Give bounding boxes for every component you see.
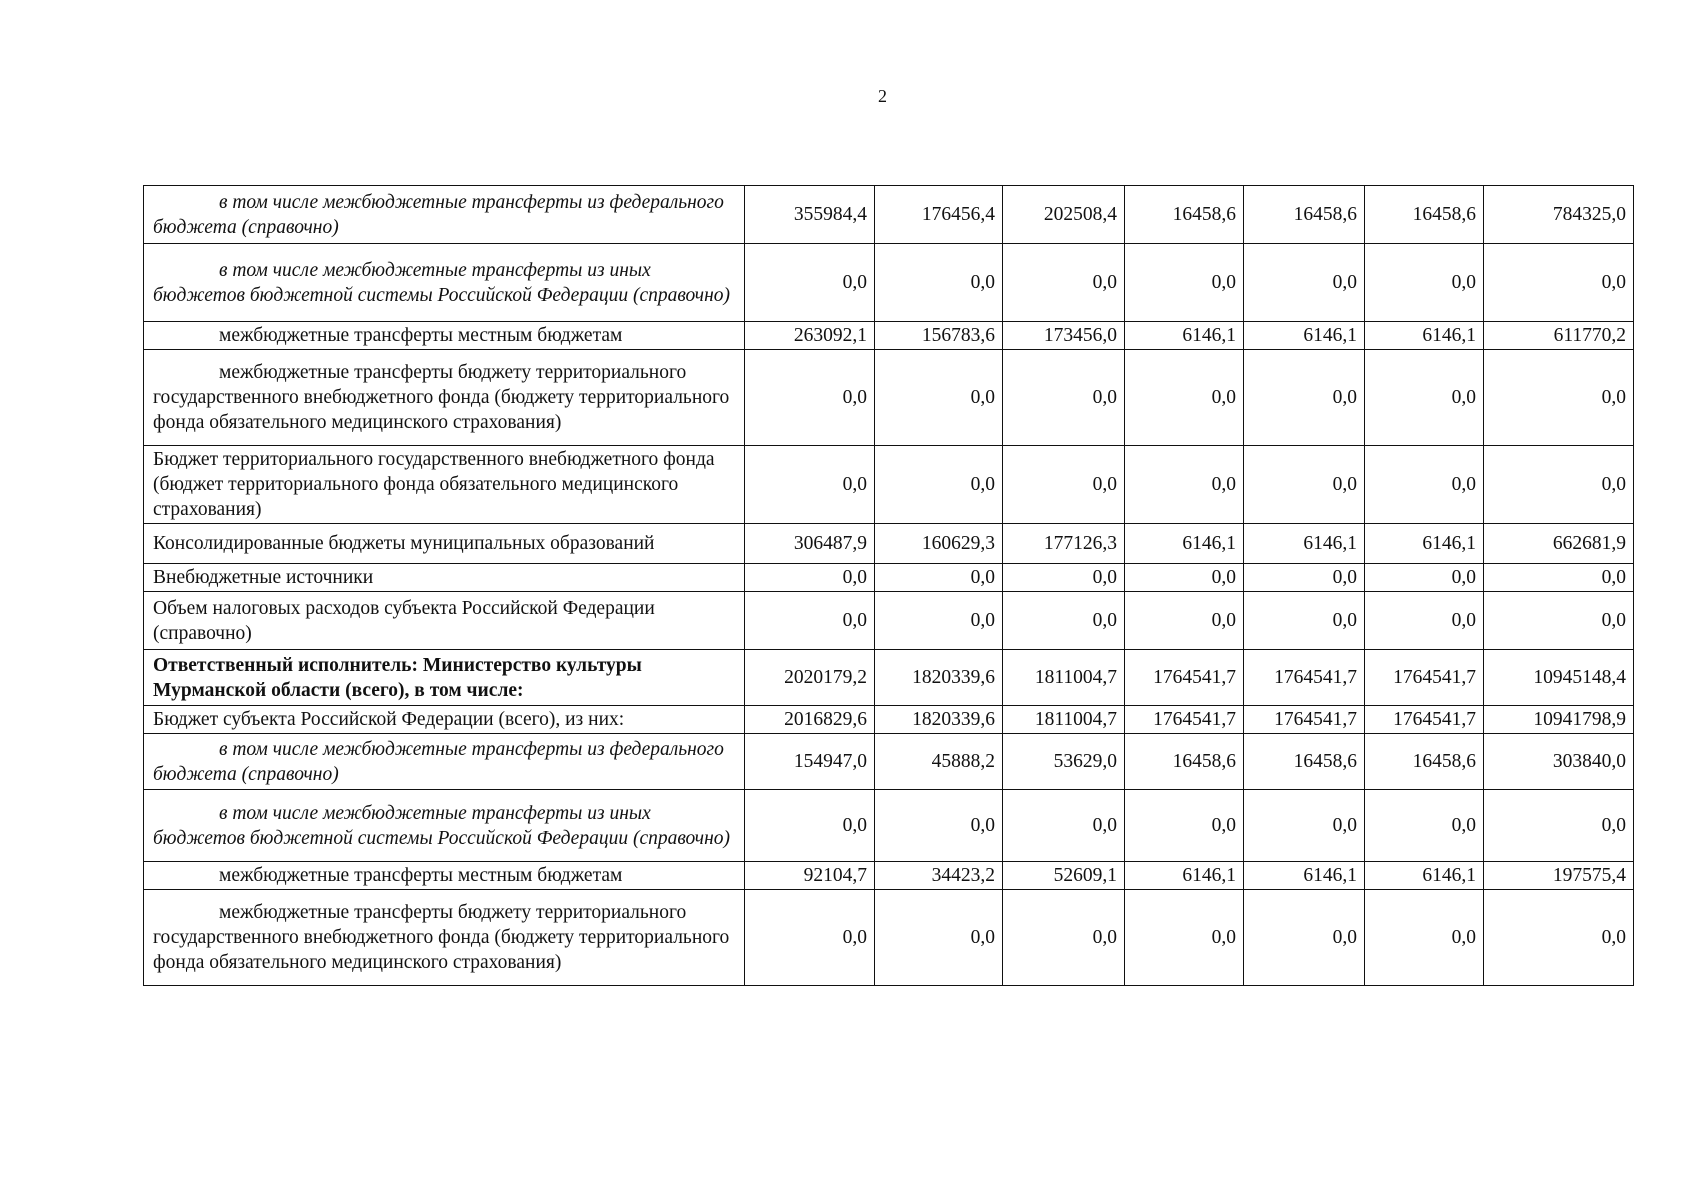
budget-table	[143, 185, 1634, 986]
value-cell: 0,0	[875, 790, 1003, 862]
value-cell: 784325,0	[1484, 186, 1634, 244]
value-cell: 0,0	[1484, 446, 1634, 524]
page-number: 2	[878, 86, 887, 106]
row-label: Ответственный исполнитель: Министерство культуры Мурманской области (всего), в том числе:	[144, 650, 745, 706]
table-row	[144, 650, 1634, 706]
value-cell: 0,0	[1125, 592, 1244, 650]
table-row	[144, 244, 1634, 322]
value-cell: 0,0	[875, 446, 1003, 524]
row-label: межбюджетные трансферты бюджету территориального государственного внебюджетного фонда (бюджету территориального фонда обязательного медицинского страхования)	[144, 890, 745, 986]
row-label: межбюджетные трансферты бюджету территориального государственного внебюджетного фонда (бюджету территориального фонда обязательного медицинского страхования)	[144, 350, 745, 446]
value-cell: 1764541,7	[1365, 706, 1484, 734]
row-label: межбюджетные трансферты местным бюджетам	[144, 322, 745, 350]
value-cell: 202508,4	[1003, 186, 1125, 244]
value-cell: 0,0	[745, 890, 875, 986]
value-cell: 0,0	[1484, 890, 1634, 986]
table-row	[144, 862, 1634, 890]
value-cell: 6146,1	[1125, 862, 1244, 890]
value-cell: 0,0	[875, 592, 1003, 650]
value-cell: 6146,1	[1244, 524, 1365, 564]
value-cell: 0,0	[1003, 790, 1125, 862]
value-cell: 306487,9	[745, 524, 875, 564]
value-cell: 6146,1	[1244, 322, 1365, 350]
value-cell: 16458,6	[1365, 186, 1484, 244]
value-cell: 0,0	[1484, 564, 1634, 592]
value-cell: 0,0	[1003, 890, 1125, 986]
value-cell: 0,0	[1365, 446, 1484, 524]
value-cell: 1764541,7	[1244, 650, 1365, 706]
value-cell: 6146,1	[1125, 524, 1244, 564]
value-cell: 1820339,6	[875, 650, 1003, 706]
value-cell: 0,0	[1125, 890, 1244, 986]
row-label: в том числе межбюджетные трансферты из федерального бюджета (справочно)	[144, 186, 745, 244]
value-cell: 6146,1	[1244, 862, 1365, 890]
value-cell: 0,0	[745, 446, 875, 524]
value-cell: 92104,7	[745, 862, 875, 890]
value-cell: 0,0	[1484, 592, 1634, 650]
value-cell: 0,0	[1244, 564, 1365, 592]
value-cell: 0,0	[875, 564, 1003, 592]
table-row	[144, 890, 1634, 986]
value-cell: 662681,9	[1484, 524, 1634, 564]
row-label: Бюджет территориального государственного внебюджетного фонда (бюджет территориального фонда обязательного медицинского страхования)	[144, 446, 745, 524]
value-cell: 0,0	[1003, 564, 1125, 592]
value-cell: 1764541,7	[1365, 650, 1484, 706]
value-cell: 0,0	[1244, 592, 1365, 650]
value-cell: 16458,6	[1125, 186, 1244, 244]
value-cell: 45888,2	[875, 734, 1003, 790]
value-cell: 0,0	[1125, 446, 1244, 524]
value-cell: 0,0	[1244, 890, 1365, 986]
value-cell: 0,0	[745, 592, 875, 650]
value-cell: 0,0	[1125, 244, 1244, 322]
value-cell: 0,0	[875, 244, 1003, 322]
table-row	[144, 350, 1634, 446]
value-cell: 0,0	[745, 350, 875, 446]
row-label: в том числе межбюджетные трансферты из иных бюджетов бюджетной системы Российской Федерации (справочно)	[144, 244, 745, 322]
value-cell: 1764541,7	[1125, 650, 1244, 706]
value-cell: 156783,6	[875, 322, 1003, 350]
value-cell: 263092,1	[745, 322, 875, 350]
value-cell: 1820339,6	[875, 706, 1003, 734]
value-cell: 0,0	[1244, 790, 1365, 862]
value-cell: 2020179,2	[745, 650, 875, 706]
value-cell: 0,0	[875, 350, 1003, 446]
value-cell: 0,0	[1484, 790, 1634, 862]
value-cell: 0,0	[1125, 564, 1244, 592]
value-cell: 160629,3	[875, 524, 1003, 564]
table-row	[144, 734, 1634, 790]
table-row	[144, 564, 1634, 592]
value-cell: 1764541,7	[1244, 706, 1365, 734]
budget-table-body	[144, 186, 1634, 986]
table-row	[144, 790, 1634, 862]
value-cell: 6146,1	[1365, 322, 1484, 350]
row-label: межбюджетные трансферты местным бюджетам	[144, 862, 745, 890]
value-cell: 611770,2	[1484, 322, 1634, 350]
value-cell: 173456,0	[1003, 322, 1125, 350]
value-cell: 0,0	[1125, 790, 1244, 862]
value-cell: 303840,0	[1484, 734, 1634, 790]
value-cell: 16458,6	[1244, 186, 1365, 244]
value-cell: 0,0	[1003, 244, 1125, 322]
row-label: Бюджет субъекта Российской Федерации (всего), из них:	[144, 706, 745, 734]
value-cell: 0,0	[1244, 244, 1365, 322]
value-cell: 10941798,9	[1484, 706, 1634, 734]
value-cell: 0,0	[1003, 446, 1125, 524]
value-cell: 176456,4	[875, 186, 1003, 244]
value-cell: 0,0	[1365, 790, 1484, 862]
value-cell: 0,0	[1003, 350, 1125, 446]
table-row	[144, 446, 1634, 524]
row-label: в том числе межбюджетные трансферты из федерального бюджета (справочно)	[144, 734, 745, 790]
table-row	[144, 322, 1634, 350]
value-cell: 6146,1	[1125, 322, 1244, 350]
value-cell: 0,0	[1003, 592, 1125, 650]
value-cell: 0,0	[1244, 350, 1365, 446]
value-cell: 1811004,7	[1003, 706, 1125, 734]
row-label: Консолидированные бюджеты муниципальных образований	[144, 524, 745, 564]
value-cell: 16458,6	[1365, 734, 1484, 790]
value-cell: 0,0	[1365, 564, 1484, 592]
value-cell: 0,0	[745, 244, 875, 322]
value-cell: 0,0	[1484, 244, 1634, 322]
value-cell: 0,0	[745, 564, 875, 592]
row-label: Внебюджетные источники	[144, 564, 745, 592]
table-row	[144, 592, 1634, 650]
value-cell: 10945148,4	[1484, 650, 1634, 706]
value-cell: 1811004,7	[1003, 650, 1125, 706]
value-cell: 197575,4	[1484, 862, 1634, 890]
value-cell: 0,0	[1365, 592, 1484, 650]
row-label: Объем налоговых расходов субъекта Российской Федерации (справочно)	[144, 592, 745, 650]
value-cell: 16458,6	[1244, 734, 1365, 790]
value-cell: 0,0	[1125, 350, 1244, 446]
value-cell: 2016829,6	[745, 706, 875, 734]
value-cell: 16458,6	[1125, 734, 1244, 790]
value-cell: 6146,1	[1365, 862, 1484, 890]
value-cell: 0,0	[1365, 350, 1484, 446]
value-cell: 52609,1	[1003, 862, 1125, 890]
value-cell: 6146,1	[1365, 524, 1484, 564]
value-cell: 0,0	[1365, 890, 1484, 986]
value-cell: 0,0	[745, 790, 875, 862]
table-row	[144, 706, 1634, 734]
value-cell: 0,0	[1244, 446, 1365, 524]
value-cell: 1764541,7	[1125, 706, 1244, 734]
value-cell: 154947,0	[745, 734, 875, 790]
value-cell: 355984,4	[745, 186, 875, 244]
value-cell: 177126,3	[1003, 524, 1125, 564]
table-row	[144, 186, 1634, 244]
table-row	[144, 524, 1634, 564]
value-cell: 0,0	[1484, 350, 1634, 446]
value-cell: 34423,2	[875, 862, 1003, 890]
value-cell: 0,0	[1365, 244, 1484, 322]
value-cell: 0,0	[875, 890, 1003, 986]
value-cell: 53629,0	[1003, 734, 1125, 790]
row-label: в том числе межбюджетные трансферты из иных бюджетов бюджетной системы Российской Федерации (справочно)	[144, 790, 745, 862]
